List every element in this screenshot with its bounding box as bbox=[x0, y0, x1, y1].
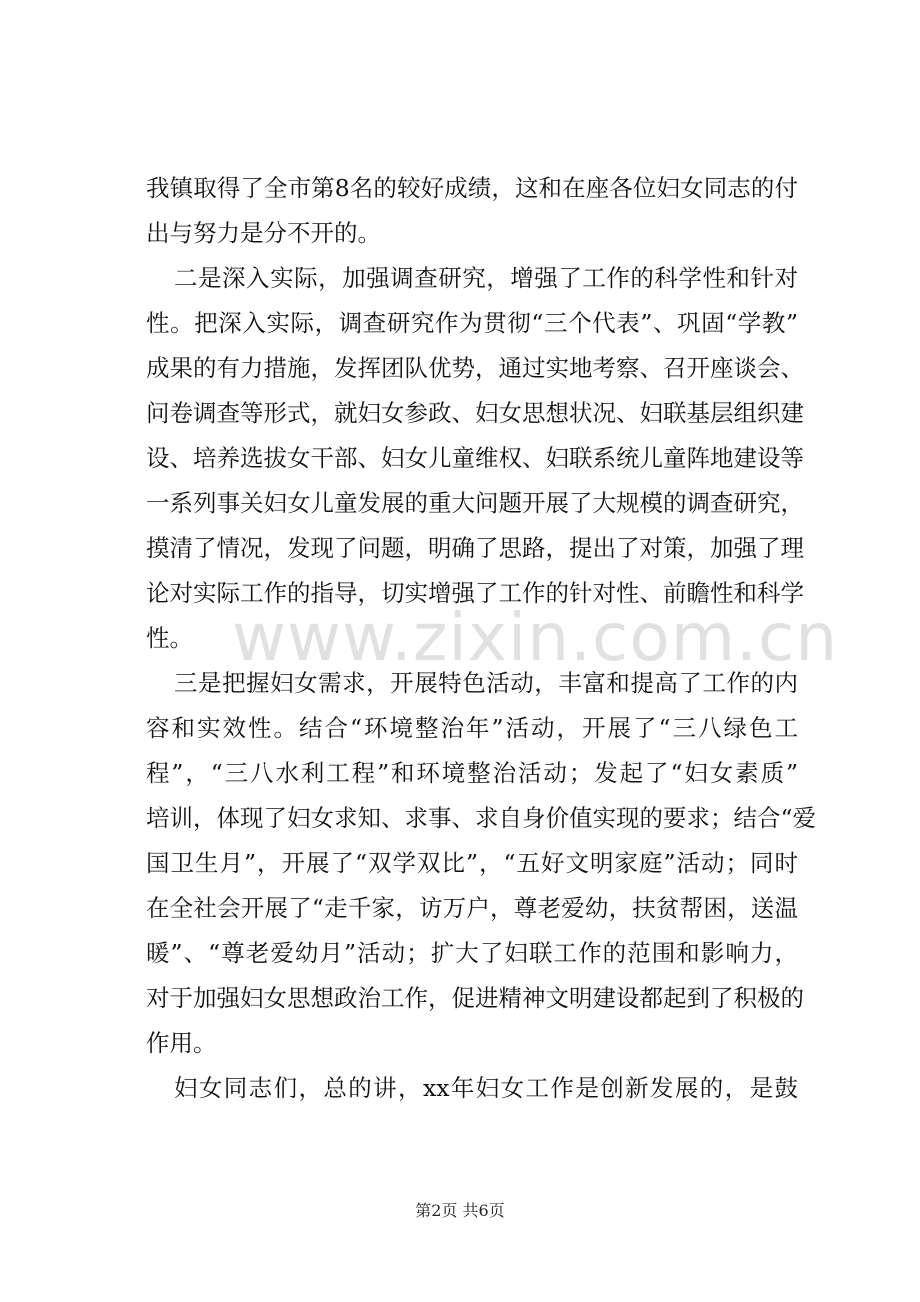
text-line: 摸清了情况，发现了问题，明确了思路，提出了对策，加强了理 bbox=[146, 534, 804, 562]
text-line: 问卷调查等形式，就妇女参政、妇女思想状况、妇联基层组织建 bbox=[146, 399, 804, 427]
document-body bbox=[146, 166, 839, 1111]
text-line: 出与努力是分不开的。 bbox=[146, 219, 381, 247]
paragraph-1 bbox=[146, 166, 798, 256]
text-line: 性。把深入实际，调查研究作为贯彻“三个代表”、巩固“学教” bbox=[146, 309, 798, 337]
text-line: 二是深入实际，加强调查研究，增强了工作的科学性和针对 bbox=[174, 264, 798, 292]
text-line: 我镇取得了全市第8名的较好成绩，这和在座各位妇女同志的付 bbox=[146, 174, 798, 202]
text-line: 容和实效性。结合“环境整治年”活动，开展了“三八绿色工 bbox=[146, 714, 798, 742]
text-line: 培训，体现了妇女求知、求事、求自身价值实现的要求；结合“爱 bbox=[146, 804, 817, 832]
paragraph-3 bbox=[146, 661, 817, 1066]
paragraph-4 bbox=[146, 1066, 798, 1111]
text-line: 对于加强妇女思想政治工作，促进精神文明建设都起到了积极的 bbox=[146, 984, 804, 1012]
page-number: 第2页 共6页 bbox=[415, 1201, 505, 1220]
text-line: 妇女同志们，总的讲，xx年妇女工作是创新发展的，是鼓 bbox=[174, 1074, 798, 1102]
text-line: 作用。 bbox=[146, 1029, 217, 1057]
text-line: 三是把握妇女需求，开展特色活动，丰富和提高了工作的内 bbox=[174, 669, 798, 697]
text-line: 论对实际工作的指导，切实增强了工作的针对性、前瞻性和科学 bbox=[146, 579, 804, 607]
page-footer bbox=[0, 1198, 920, 1221]
text-line: 一系列事关妇女儿童发展的重大问题开展了大规模的调查研究， bbox=[146, 489, 804, 517]
paragraph-2 bbox=[146, 256, 804, 661]
text-line: 暖”、“尊老爱幼月”活动；扩大了妇联工作的范围和影响力， bbox=[146, 939, 798, 967]
text-line: 性。 bbox=[146, 624, 193, 652]
text-line: 成果的有力措施，发挥团队优势，通过实地考察、召开座谈会、 bbox=[146, 354, 804, 382]
watermark: www.zixin.com.cn bbox=[232, 599, 839, 676]
text-line: 程”，“三八水利工程”和环境整治活动；发起了“妇女素质” bbox=[146, 759, 798, 787]
text-line: 国卫生月”，开展了“双学双比”，“五好文明家庭”活动；同时 bbox=[146, 849, 798, 877]
text-line: 设、培养选拔女干部、妇女儿童维权、妇联系统儿童阵地建设等 bbox=[146, 444, 804, 472]
text-line: 在全社会开展了“走千家，访万户，尊老爱幼，扶贫帮困，送温 bbox=[146, 894, 798, 922]
